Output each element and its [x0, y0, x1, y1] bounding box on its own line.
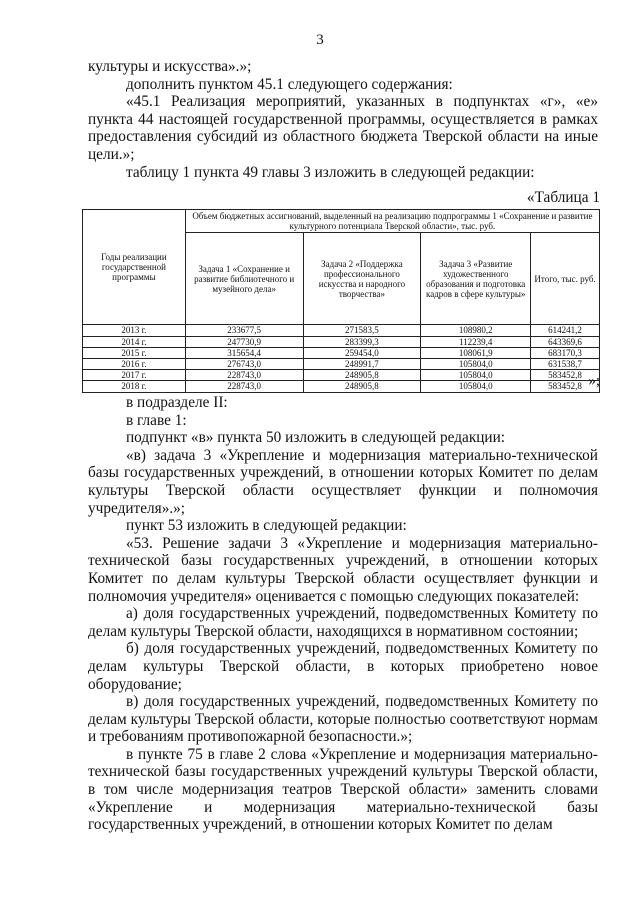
table-header-row — [83, 210, 600, 233]
task3-cell: 108061,9 — [421, 347, 531, 358]
table-row — [83, 359, 600, 370]
table-row — [83, 381, 600, 392]
table-row — [83, 370, 600, 381]
task2-cell: 248905,8 — [303, 381, 421, 392]
paragraph: пункт 53 изложить в следующей редакции: — [126, 517, 407, 535]
paragraph: «45.1 Реализация мероприятий, указанных в подпунктах «г», «е» пункта 44 настоящей государственной программы, осуществляется в рамках предоставления субсидий из областного бюджета Тверской области на иные цели.»; — [88, 93, 598, 163]
year-cell: 2016 г. — [83, 359, 186, 370]
total-cell: 631538,7 — [531, 359, 600, 370]
paragraph: в подразделе II: — [126, 394, 228, 411]
task1-header: Задача 1 «Сохранение и развитие библиотечного и музейного дела» — [185, 233, 303, 325]
task2-cell: 271583,5 — [303, 325, 421, 336]
total-cell: 614241,2 — [531, 325, 600, 336]
total-cell: 643369,6 — [531, 336, 600, 347]
budget-table — [82, 209, 600, 393]
year-cell: 2014 г. — [83, 336, 186, 347]
task1-cell: 228743,0 — [185, 370, 303, 381]
paragraph: «в) задача 3 «Укрепление и модернизация материально-технической базы государственных учреждений, в отношении которых Комитет по делам культуры Тверской области осуществляет функции и полномочия учредителя».»; — [88, 446, 598, 517]
page-number: 3 — [316, 32, 324, 48]
paragraph: таблицу 1 пункта 49 главы 3 изложить в следующей редакции: — [126, 163, 535, 181]
paragraph: культуры и искусства».»; — [88, 58, 252, 75]
task2-header: Задача 2 «Поддержка профессионального искусства и народного творчества» — [303, 233, 421, 325]
task2-cell: 248991,7 — [303, 359, 421, 370]
table-row — [83, 336, 600, 347]
budget-table-wrap — [82, 209, 600, 393]
paragraph: б) доля государственных учреждений, подведомственных Комитету по делам культуры Тверской области, в которых приобретено новое оборудование; — [88, 640, 598, 693]
total-cell: 583452,8 — [531, 370, 600, 381]
year-cell: 2013 г. — [83, 325, 186, 336]
task3-header: Задача 3 «Развитие художественного образования и подготовка кадров в сфере культуры» — [421, 233, 531, 325]
paragraph: а) доля государственных учреждений, подведомственных Комитету по делам культуры Тверской области, находящихся в нормативном состоянии; — [88, 605, 598, 640]
task3-cell: 105804,0 — [421, 359, 531, 370]
task2-cell: 283399,3 — [303, 336, 421, 347]
paragraph: в главе 1: — [126, 411, 187, 429]
table-closing-mark: »; — [588, 373, 600, 389]
table-row — [83, 325, 600, 336]
paragraph: дополнить пунктом 45.1 следующего содержания: — [126, 75, 453, 93]
year-cell: 2017 г. — [83, 370, 186, 381]
total-header: Итого, тыс. руб. — [531, 233, 600, 325]
paragraph: подпункт «в» пункта 50 изложить в следующей редакции: — [126, 429, 506, 447]
task1-cell: 276743,0 — [185, 359, 303, 370]
top-text-block — [88, 58, 598, 181]
year-header: Годы реализации государственной программы — [83, 210, 186, 325]
task1-cell: 247730,9 — [185, 336, 303, 347]
task1-cell: 233677,5 — [185, 325, 303, 336]
task3-cell: 105804,0 — [421, 370, 531, 381]
task3-cell: 112239,4 — [421, 336, 531, 347]
task1-cell: 315654,4 — [185, 347, 303, 358]
bottom-text-block — [88, 394, 598, 834]
task1-cell: 228743,0 — [185, 381, 303, 392]
year-cell: 2015 г. — [83, 347, 186, 358]
total-cell: 583452,8 — [531, 381, 600, 392]
group-header: Объем бюджетных ассигнований, выделенный на реализацию подпрограммы 1 «Сохранение и развитие культурного потенциала Тверской области», тыс. руб. — [185, 210, 599, 233]
year-cell: 2018 г. — [83, 381, 186, 392]
task2-cell: 259454,0 — [303, 347, 421, 358]
paragraph: в пункте 75 в главе 2 слова «Укрепление и модернизация материально-технической базы государственных учреждений культуры Тверской области, в том числе модернизация театров Тверской области» заменить словами «Укрепление и модернизация материально-технической базы государственных учреждений, в отношении которых Комитет по делам — [88, 745, 598, 834]
table-caption: «Таблица 1 — [526, 189, 600, 206]
total-cell: 683170,3 — [531, 347, 600, 358]
task3-cell: 108980,2 — [421, 325, 531, 336]
table-row — [83, 347, 600, 358]
paragraph: «53. Решение задачи 3 «Укрепление и модернизация материально-технической базы государственных учреждений, в отношении которых Комитет по делам культуры Тверской области осуществляет функции и полномочия учредителя» оценивается с помощью следующих показателей: — [88, 534, 598, 605]
task2-cell: 248905,8 — [303, 370, 421, 381]
paragraph: в) доля государственных учреждений, подведомственных Комитету по делам культуры Тверской области, которые полностью соответствуют нормам и требованиям противопожарной безопасности.»; — [88, 693, 598, 746]
task3-cell: 105804,0 — [421, 381, 531, 392]
